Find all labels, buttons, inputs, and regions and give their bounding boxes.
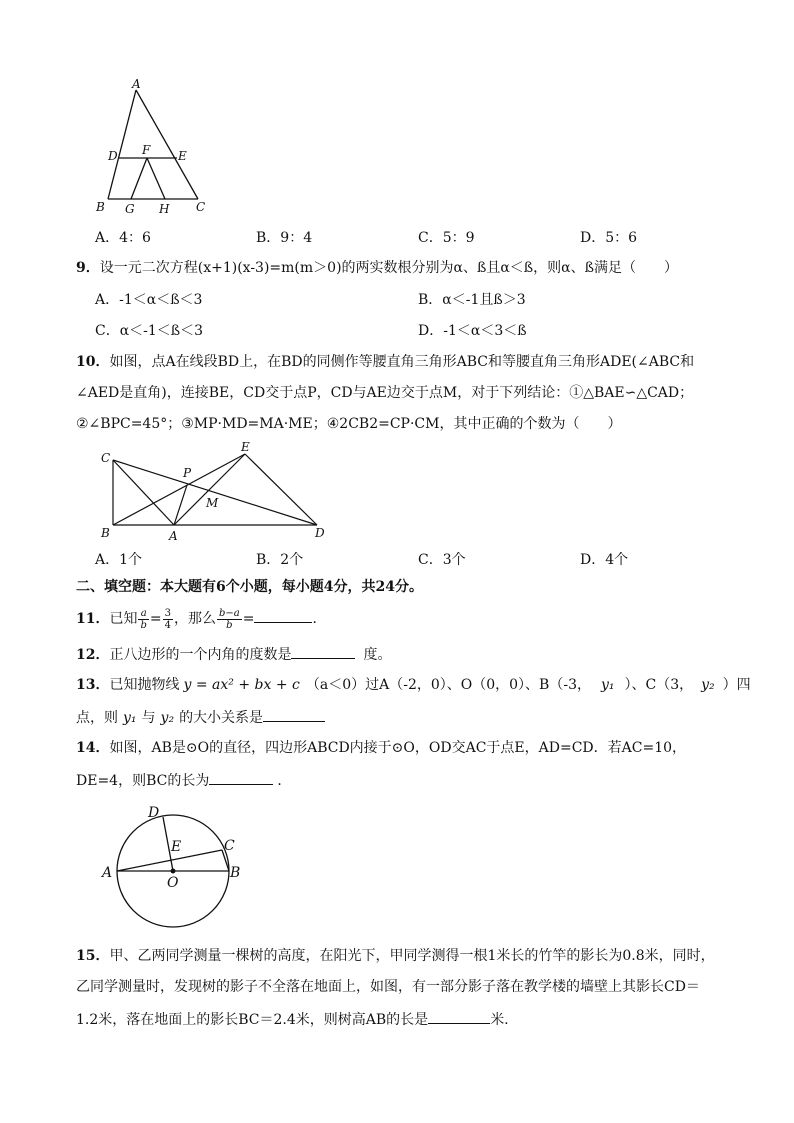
q13-line2-post: 的大小关系是: [179, 710, 264, 726]
q8-label-E: E: [178, 149, 187, 163]
q8-label-B: B: [96, 200, 105, 214]
q12-answer-blank[interactable]: [291, 643, 355, 659]
q8-label-G: G: [125, 202, 135, 216]
q14-label-D: D: [148, 805, 160, 821]
q15-line-2: 乙同学测量时，发现树的影子不全落在地面上，如图，有一部分影子落在教学楼的墙壁上其影长CD＝: [76, 979, 700, 995]
q15-line-3: [76, 1008, 509, 1030]
q13-y2: y₂: [701, 677, 715, 693]
q9-option-c: C．α＜-1＜ß＜3: [95, 323, 204, 339]
q11-post: =: [242, 611, 255, 627]
q11-fraction-b-minus-a-over-b: [217, 608, 242, 631]
q13-cond: （a＜0）过A（-2，0）、O（0，0）、B（-3，: [305, 677, 591, 693]
q10-label-B: B: [101, 526, 110, 540]
q8-option-a: A．4：6: [95, 230, 151, 246]
q8-label-D: D: [108, 149, 118, 163]
q10-option-d: D．4个: [580, 552, 629, 568]
q11-answer-blank[interactable]: [254, 607, 312, 623]
q10-line-ED: [245, 454, 317, 525]
q10-line-2: ∠AED是直角)，连接BE，CD交于点P，CD与AE边交于点M，对于下列结论：①△BAE∽△CAD；: [76, 385, 694, 401]
q8-line-FH: [147, 158, 165, 199]
q14-label-A: A: [102, 865, 113, 881]
q14-line-1: [76, 738, 686, 758]
q8-label-F: F: [142, 143, 151, 157]
q13-line2-and: 与: [141, 710, 156, 726]
q14-label-E: E: [171, 839, 182, 855]
q15-text-1: 甲、乙两同学测量一棵树的高度，在阳光下，甲同学测得一根1米长的竹竿的影长为0.8米，同时，: [109, 948, 715, 964]
q15-text-3: 1.2米，落在地面上的影长BC＝2.4米，则树高AB的长是: [76, 1012, 429, 1028]
q11-fraction-3-over-4: [163, 608, 173, 631]
q8-label-H: H: [159, 202, 170, 216]
q12: [76, 643, 391, 665]
q15-number: 15．: [76, 948, 110, 964]
q12-end: 度。: [363, 647, 392, 663]
q11-fraction-a-over-b: [138, 608, 148, 631]
q11-frac1-num: a: [138, 608, 148, 620]
q10-line-1: [76, 352, 694, 372]
q14-line-2: [76, 769, 291, 791]
q8-label-A: A: [132, 78, 141, 91]
q14-text-1: 如图，AB是⊙O的直径，四边形ABCD内接于⊙O，OD交AC于点E，AD=CD．若AC=10，: [109, 740, 687, 756]
q11-frac3-num: b−a: [219, 607, 240, 619]
q14-answer-blank[interactable]: [209, 769, 273, 785]
q9-stem: [76, 258, 678, 278]
q8-option-d: D．5：6: [580, 230, 638, 246]
q11-eq: =: [149, 611, 162, 627]
q14-figure: [95, 798, 255, 930]
q11-frac1-den: b: [140, 619, 147, 631]
q14-center-dot: [171, 869, 176, 874]
q9-number: 9．: [76, 260, 100, 276]
q9-option-a: A．-1＜α＜ß＜3: [95, 292, 203, 308]
q8-figure: [90, 78, 220, 218]
q8-line-FG: [131, 158, 147, 199]
q10-option-b: B．2个: [256, 552, 304, 568]
q8-option-b: B．9：4: [256, 230, 313, 246]
q14-end: ．: [277, 773, 292, 789]
q11-frac3-den: b: [226, 619, 233, 631]
q13-post: ）四: [722, 677, 751, 693]
q11-pre: 已知: [109, 611, 138, 627]
q11-mid: ，那么: [174, 611, 216, 627]
q10-line-3: ②∠BPC=45°；③MP·MD=MA·ME；④2CB2=CP·CM，其中正确的个数为（ ）: [76, 416, 622, 432]
q10-label-P: P: [183, 466, 192, 480]
q11-number: 11．: [76, 611, 110, 627]
q12-number: 12．: [76, 647, 110, 663]
q14-label-C: C: [224, 838, 235, 854]
q13-mid: ）、C（3，: [624, 677, 694, 693]
q10-label-E: E: [241, 440, 250, 454]
q13-line2-pre: 点，则: [76, 710, 118, 726]
q14-text-2: DE=4，则BC的长为: [76, 773, 210, 789]
q15-end: 米.: [490, 1012, 509, 1028]
q9-text: 设一元二次方程(x+1)(x-3)=m(m＞0)的两实数根分别为α、ß且α＜ß，则α、ß满足（ ）: [99, 260, 678, 276]
q14-label-O: O: [167, 875, 179, 891]
q14-number: 14．: [76, 740, 110, 756]
q10-label-C: C: [101, 451, 111, 465]
q13-line-1: [76, 675, 751, 695]
q8-option-c: C．5：9: [418, 230, 475, 246]
q10-figure: [95, 440, 335, 545]
q10-text-1: 如图，点A在线段BD上，在BD的同侧作等腰直角三角形ABC和等腰直角三角形ADE(∠ABC和: [109, 354, 695, 370]
section-2-heading: 二、填空题：本大题有6个小题，每小题4分，共24分。: [76, 579, 423, 595]
q10-label-A: A: [169, 529, 178, 543]
q10-line-AE: [174, 454, 245, 525]
q12-text: 正八边形的一个内角的度数是: [109, 647, 292, 663]
q10-label-D: D: [315, 526, 325, 540]
q13-number: 13．: [76, 677, 110, 693]
q13-line2-y1: y₁: [123, 710, 137, 726]
q10-line-BE: [113, 454, 245, 525]
q13-formula: y = ax² + bx + c: [183, 677, 300, 693]
q15-answer-blank[interactable]: [428, 1008, 490, 1024]
q8-line-AB: [108, 90, 136, 199]
q13-answer-blank[interactable]: [263, 706, 325, 722]
q13-pre: 已知抛物线: [109, 677, 180, 693]
q10-option-c: C．3个: [418, 552, 466, 568]
q13-line2-y2: y₂: [160, 710, 175, 726]
q15-line-1: [76, 946, 715, 966]
q10-label-M: M: [206, 496, 219, 510]
q11-frac2-num: 3: [164, 607, 171, 619]
q9-option-d: D．-1＜α＜3＜ß: [418, 323, 527, 339]
q11-end: ．: [312, 611, 327, 627]
q11: [76, 606, 326, 632]
q10-number: 10．: [76, 354, 110, 370]
q11-frac2-den: 4: [164, 619, 171, 631]
q10-option-a: A．1个: [95, 552, 143, 568]
q13-y1: y₁: [600, 677, 615, 693]
q13-line-2: [76, 706, 325, 728]
q14-label-B: B: [230, 865, 241, 881]
q8-label-C: C: [196, 200, 206, 214]
q9-option-b: B．α＜-1且ß＞3: [418, 292, 526, 308]
